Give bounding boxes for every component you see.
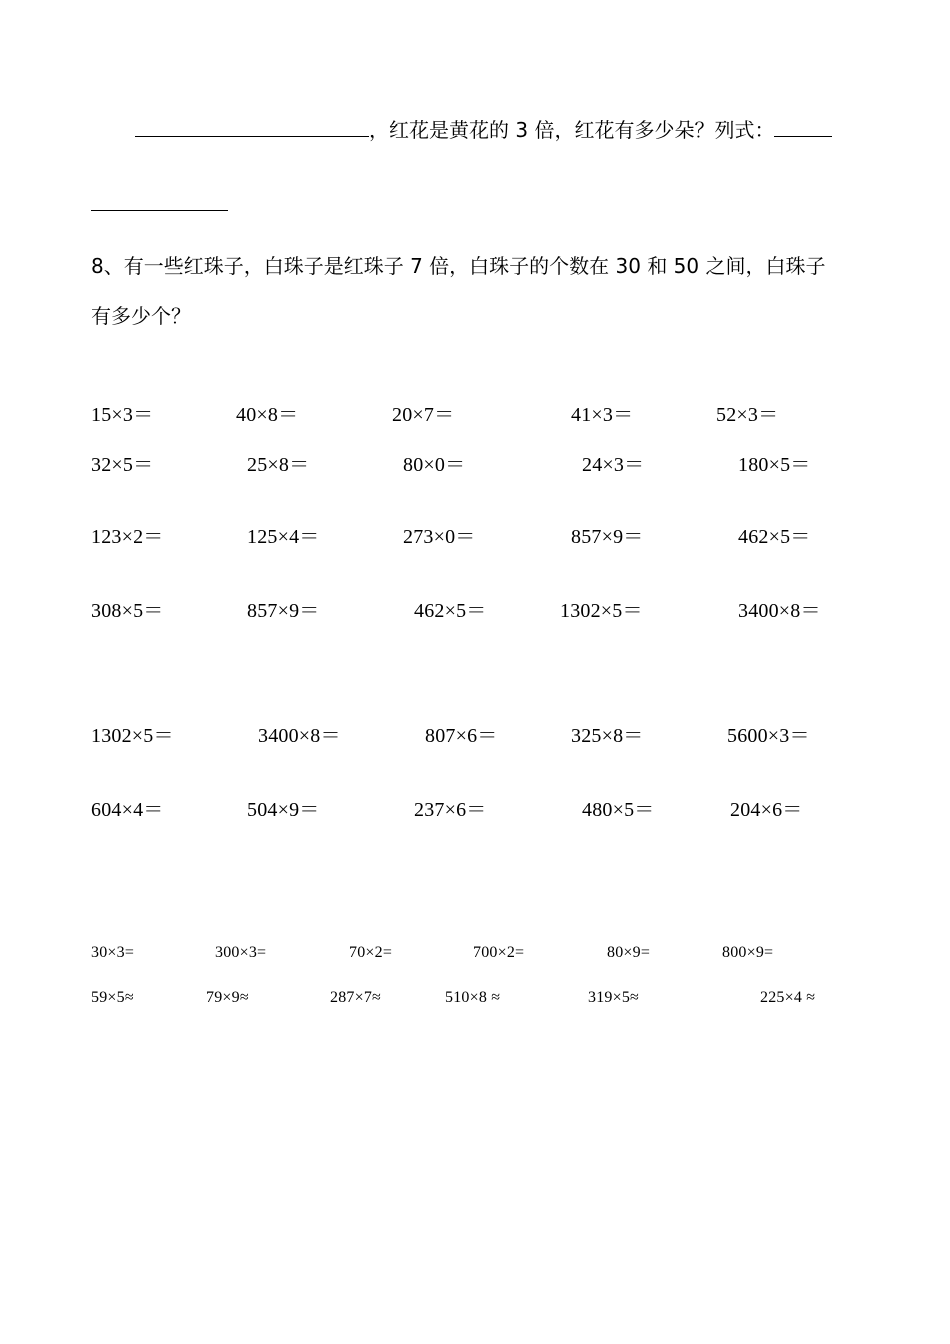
calc-item: 325×8＝ <box>571 725 644 747</box>
calc-item: 5600×3＝ <box>727 725 810 747</box>
calc-row-8 <box>0 989 950 1019</box>
q8-line2: 有多少个？ <box>91 304 191 328</box>
calc-row-3 <box>0 520 950 550</box>
calc-row-7 <box>0 944 950 974</box>
calc-item: 1302×5＝ <box>560 600 643 622</box>
calc-item: 1302×5＝ <box>91 725 174 747</box>
calc-item: 80×9= <box>607 944 651 961</box>
calc-item: 123×2＝ <box>91 526 164 548</box>
calc-item: 204×6＝ <box>730 799 803 821</box>
calc-item: 857×9＝ <box>247 600 320 622</box>
calc-item: 25×8＝ <box>247 454 310 476</box>
calc-row-5 <box>0 719 950 749</box>
calc-item: 604×4＝ <box>91 799 164 821</box>
calc-item: 3400×8＝ <box>738 600 821 622</box>
formula-blank[interactable] <box>774 114 832 137</box>
calc-item: 20×7＝ <box>392 404 455 426</box>
q7-line <box>135 114 832 143</box>
calc-item: 70×2= <box>349 944 393 961</box>
calc-item: 504×9＝ <box>247 799 320 821</box>
calc-item: 24×3＝ <box>582 454 645 476</box>
calc-item: 40×8＝ <box>236 404 299 426</box>
calc-item: 319×5≈ <box>588 989 640 1006</box>
calc-item: 857×9＝ <box>571 526 644 548</box>
calc-row-2 <box>0 448 950 478</box>
calc-item: 510×8 ≈ <box>445 989 501 1006</box>
calc-item: 462×5＝ <box>414 600 487 622</box>
calc-item: 125×4＝ <box>247 526 320 548</box>
calc-item: 300×3= <box>215 944 267 961</box>
calc-item: 79×9≈ <box>206 989 249 1006</box>
calc-item: 480×5＝ <box>582 799 655 821</box>
calc-item: 41×3＝ <box>571 404 634 426</box>
calc-item: 52×3＝ <box>716 404 779 426</box>
calc-row-4 <box>0 594 950 624</box>
calc-item: 3400×8＝ <box>258 725 341 747</box>
calc-item: 308×5＝ <box>91 600 164 622</box>
calc-item: 287×7≈ <box>330 989 382 1006</box>
calc-item: 462×5＝ <box>738 526 811 548</box>
calc-item: 700×2= <box>473 944 525 961</box>
calc-row-6 <box>0 793 950 823</box>
calc-item: 32×5＝ <box>91 454 154 476</box>
answer-blank[interactable] <box>135 114 369 137</box>
q8-line1: 8、有一些红珠子，白珠子是红珠子 7 倍，白珠子的个数在 30 和 50 之间，白珠子 <box>91 254 826 278</box>
calc-item: 807×6＝ <box>425 725 498 747</box>
calc-item: 273×0＝ <box>403 526 476 548</box>
calc-item: 30×3= <box>91 944 135 961</box>
calc-item: 15×3＝ <box>91 404 154 426</box>
calc-item: 800×9= <box>722 944 774 961</box>
calc-item: 237×6＝ <box>414 799 487 821</box>
calc-item: 180×5＝ <box>738 454 811 476</box>
calc-item: 225×4 ≈ <box>760 989 816 1006</box>
calc-item: 59×5≈ <box>91 989 134 1006</box>
formula-blank-continued[interactable] <box>91 186 228 211</box>
calc-row-1 <box>0 398 950 428</box>
q7-text: ，红花是黄花的 3 倍，红花有多少朵？列式： <box>369 118 775 142</box>
calc-item: 80×0＝ <box>403 454 466 476</box>
